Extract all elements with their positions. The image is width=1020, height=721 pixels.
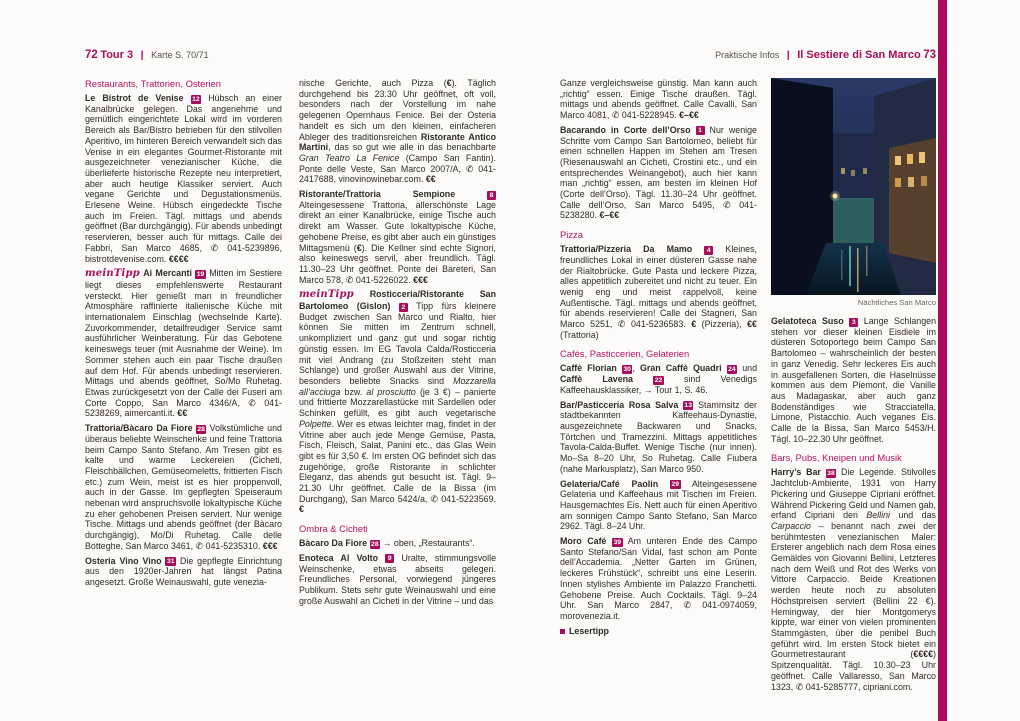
- body-text: , das so gut wie alle in das benachbarte: [328, 142, 496, 153]
- venue-name: €–€€: [679, 110, 699, 121]
- venue-name: €: [446, 78, 452, 88]
- body-text: ) Spitzenqualität. Tägl. 10.30–23 Uhr geöffnet. Calle Vallaresso, San Marco 1323,: [771, 649, 936, 692]
- text-column-2: [299, 78, 496, 704]
- guide-entry: [560, 78, 757, 121]
- map-number-badge: 28: [371, 540, 379, 548]
- body-text: – benannt nach zwei der berühmtesten venezianischen Maler: Ersterer angeblich nach dem Rosa eines Gemäldes von Giovanni Bellini, Letzteres nach dem Weiß und Rot des Werks von Vittore Carpaccio. Beide Kreationen werden heute noch zu absoluten Höchstpreisen serviert (Bellini 22 €). Hemingway, der hier Montgomerys kippte, war einer von vielen prominenten Stammgästen, über die penibel Buch geführt wird. Im ersten Stock bietet ein Gourmetrestaurant (: [771, 520, 936, 660]
- body-text: Nur wenige Schritte vom Campo San Bartolomeo, beliebt für einen schnellen Happen im Stehen am Tresen (Riesenauswahl an Cicheti, Crostini etc., und ein entsprechendes Weinangebot), auch hier kann man „richtig“ essen, am besten im kleinen Hof (Corte dell’Orso). Tägl. 11.30–24 Uhr geöffnet. Calle dell’Orso, San Marco 5495,: [560, 124, 757, 210]
- guide-entry: [560, 479, 757, 533]
- outer-column: [771, 78, 936, 704]
- header-separator-icon: |: [786, 49, 790, 61]
- venue-name: Harry’s Bar: [771, 467, 826, 478]
- guide-entry: [85, 93, 282, 264]
- venue-name: Ristorante/Trattoria Sempione: [299, 189, 487, 200]
- body-text: (Campo San Fantin). Ponte delle Veste, San Marco 2007/A,: [299, 152, 496, 174]
- map-number-badge: 4: [704, 246, 713, 255]
- venue-name: Lesertipp: [569, 625, 609, 636]
- guide-entry: [85, 423, 282, 551]
- body-text: 041-5236583.: [625, 319, 692, 330]
- map-number-badge: 8: [487, 191, 496, 200]
- guide-entry: [560, 363, 757, 395]
- text-column-3: [560, 78, 757, 704]
- body-text: (Trattoria): [560, 329, 599, 340]
- body-text: Alteingesessene Trattoria, allerschönste Lage direkt an einer Kanalbrücke, einige Tische auch direkt am Wasser. Gute lokaltypische Küche, gehobene Preise, es gibt aber auch ein günstiges Mittagsmenü (: [299, 199, 496, 253]
- map-number-badge: 22: [654, 376, 663, 384]
- map-number-badge: 29: [671, 481, 680, 488]
- body-text: Bellini: [866, 510, 891, 521]
- body-text: Ganze vergleichsweise günstig. Man kann auch „richtig“ essen. Einige Tische draußen. Tägl. mittags und abends geöffnet. Calle Cavalli, San Marco 4081,: [560, 78, 757, 121]
- venue-name: Le Bistrot de Venise: [85, 93, 191, 103]
- phone-icon: ✆: [345, 274, 354, 285]
- body-text: Mozzarella all’acciuga: [299, 375, 496, 397]
- body-text: sind Venedigs Kaffeehausklassiker, → Tour 1, S. 46.: [560, 374, 757, 395]
- header-separator-icon: |: [140, 49, 144, 61]
- body-text: Tipp fürs kleinere Budget zwischen San Marco und Rialto, hier können Sie mitten im Zentrum schnell, unkompliziert und ganz gut und sogar richtig günstig essen. Im EG Tavola Calda/Rosticceria mit viel Andrang (zu Stoßzeiten steht man Schlange) und großer Auswahl aus der Vitrine, besonders beliebte Snacks sind: [299, 301, 496, 386]
- venue-name: Caffè Lavena: [560, 374, 654, 385]
- venue-name: Moro Café: [560, 536, 613, 547]
- section-heading: Ombra & Cicheti: [299, 523, 368, 535]
- guide-entry: [85, 556, 282, 588]
- venue-name: Ai Mercanti: [143, 268, 196, 279]
- guide-entry: [560, 400, 757, 475]
- guide-entry: [771, 467, 936, 692]
- body-text: 041-5285777, cipriani.com.: [803, 681, 913, 692]
- page-header-left: [85, 49, 209, 61]
- guide-entry: [560, 125, 757, 221]
- venue-name: €: [691, 319, 697, 330]
- section-heading: Bars, Pubs, Kneipen und Musik: [771, 452, 902, 464]
- body-text: Volkstümliche und überaus beliebte Weinschenke und feine Trattoria beim Campo Santo Stefano. Am Tresen gibt es kalte und warme Leckereien (Cicheti, Fleischbällchen, Gemüseomeletts, frittierten Fisch etc.) zum Wein, meist ist es hier proppenvoll, auch in der Gasse. Im gepflegten Speiseraum nebenan wird anspruchsvolle lokaltypische Küche zu eher gehobenen Preisen serviert. Nur wenige Tische. Mittags und abends geöffnet (der Bàcaro durchgängig), Mo/Di Ruhetag. Calle delle Botteghe, San Marco 3461,: [85, 423, 282, 551]
- body-text: . Wer es etwas leichter mag, findet in der Vitrine aber auch jede Menge Gemüse, Pasta, Fisch, Fleisch, Salat, Panini etc., das Glas Wein gibt es für 3,50 €. Im ersten OG befindet sich das zugehörige, große Ristorante in schlichter Eleganz, das abends gut besucht ist. Tägl. 9–21.30 Uhr geöffnet. Calle de la Bissa (im Durchgang), San Marco 5424/a,: [299, 418, 496, 504]
- phone-icon: ✆: [248, 397, 256, 408]
- map-number-badge: 9: [385, 554, 394, 563]
- venue-name: €€: [425, 174, 436, 185]
- guide-entry: [560, 626, 757, 637]
- venue-name: Trattoria/Pizzeria Da Mamo: [560, 244, 705, 255]
- guide-entry: [299, 538, 496, 549]
- text-column-4: [771, 316, 936, 692]
- map-number-badge: 13: [684, 402, 692, 410]
- section-heading: Pizza: [560, 229, 583, 241]
- map-number-badge: 30: [623, 365, 631, 373]
- guide-entry: [299, 78, 496, 185]
- body-text: ). Täglich durchgehend bis 23.30 Uhr geöffnet, oft voll, besonders nach der Vorstellung im nahe gelegenen Opernhaus Fenice. Bei der Osteria handelt es sich um den kleinen, einfacheren Ableger des traditionsreichen: [299, 78, 496, 142]
- venue-name: Rosticceria/Ristorante San Bartolomeo (Gislon): [299, 289, 496, 312]
- venue-name: €€€€: [913, 649, 934, 660]
- map-number-badge: 3: [849, 318, 858, 327]
- text-column-1: [85, 78, 282, 704]
- venue-name: €: [299, 504, 304, 515]
- map-reference: Karte S. 70/71: [151, 50, 209, 60]
- guide-entry: [85, 268, 282, 419]
- phone-icon: ✆: [617, 319, 626, 330]
- venue-name: €€: [747, 319, 757, 330]
- phone-icon: ✆: [465, 163, 474, 174]
- body-text: 041-5228945.: [619, 110, 680, 121]
- body-text: Uralte, stimmungsvolle Weinschenke, etwas abseits gelegen. Freundliches Personal, vorwiegend jüngeres Publikum. Stets sehr gute Weinauswahl und eine große Auswahl an Cicheti in der Vitrine – und das: [299, 552, 496, 606]
- venue-name: Caffè Florian: [560, 363, 622, 374]
- venice-canal-night-photo: [771, 78, 936, 295]
- phone-icon: ✆: [210, 242, 219, 253]
- map-number-badge: 38: [827, 469, 835, 477]
- body-text: 041-5238280.: [560, 199, 757, 221]
- body-text: Kleines, freundliches Lokal in einer düsteren Gasse nahe der Rialtobrücke. Gute Pasta und leckere Pizza, alles appetitlich zubereitet und nicht zu teuer. Ein wenig eng und meist rappelvoll, keine Außentische. Tägl. mittags und abends geöffnet, für abends reservieren! Calle dei Stagneri, San Marco 5251,: [560, 244, 757, 330]
- body-text: Gran Teatro La Fenice: [299, 152, 400, 163]
- map-number-badge: 2: [399, 303, 408, 312]
- body-text: Die gepflegte Einrichtung aus den 1920er-Jahren hat längst Patina angesetzt. Große Weinauswahl, gute venezia-: [85, 555, 282, 587]
- venue-name: €€€: [262, 540, 278, 551]
- body-text: Die Legende. Stilvolles Jachtclub-Ambiente, 1931 von Harry Pickering und Giuseppe Cipriani eröffnet. Während Pickering Geld und Namen gab, erfand Cipriani den: [771, 467, 936, 521]
- body-text: 041-5235310.: [203, 540, 263, 551]
- body-text: Mitten im Sestiere liegt dieses empfehlenswerte Restaurant versteckt. Hier genießt man in freundlicher Atmosphäre raffinierte italienische Küche mit internationalem Einschlag (wechselnde Karte). Zuvorkommender, detailfreudiger Service samt ausführlicher Weinberatung. Für das Gebotene keineswegs teuer (mit Ausnahme der Weine). Im Sommer stehen auch ein paar Tische draußen auf dem Hof. Für abends unbedingt reservieren. Mittags und abends geöffnet, So/Mo Ruhetag. Etwas zurückgesetzt von der Calle dei Fuseri am Corte Coppo, San Marco 4346/A,: [85, 268, 282, 408]
- guide-entry: [560, 244, 757, 340]
- venue-name: Trattoria/Bàcaro Da Fiore: [85, 423, 196, 434]
- venue-name: €€€€: [168, 253, 189, 264]
- phone-icon: ✆: [195, 540, 204, 551]
- body-text: nische Gerichte, auch Pizza (: [299, 78, 447, 88]
- body-text: al prosciutto: [366, 386, 416, 397]
- venue-name: €–€€: [599, 210, 620, 221]
- phone-icon: ✆: [611, 110, 620, 121]
- body-text: [354, 289, 370, 299]
- map-number-badge: 12: [192, 95, 200, 103]
- guide-entry: [299, 553, 496, 607]
- body-text: Stammsitz der stadtbekannten Kaffeehaus-Dynastie, ausgezeichnete Backwaren und Snacks, Törtchen und Tramezzini. Mittags appetitliches Tavola-Calda-Buffet. Wenige Tische (nur innen). Mo–Sa 8–20 Uhr, So Ruhetag. Calle Fiubera (nahe Markusplatz), San Marco 950.: [560, 399, 757, 474]
- mein-tipp-label: meinTipp: [299, 289, 354, 301]
- photo-caption: Nächtliches San Marco: [857, 298, 936, 307]
- page-number-left: 72: [85, 49, 98, 61]
- page-number-right: 73: [923, 49, 936, 61]
- lesertipp-square-icon: [560, 629, 565, 634]
- venue-name: Bar/Pasticceria Rosa Salva: [560, 399, 683, 410]
- body-text: und das: [890, 510, 936, 521]
- page-header-right: [715, 49, 936, 61]
- map-number-badge: 31: [166, 558, 175, 566]
- phone-icon: ✆: [795, 681, 804, 692]
- body-text: 041-5239896, bistrotdevenise.com.: [85, 242, 282, 264]
- page-edge-tab: [938, 0, 947, 721]
- body-text: Alteingesessene Gelateria und Kaffeehaus mit Tischen im Freien. Hausgemachtes Eis. Nett auch für einen Aperitivo am sonnigen Campo Santo Stefano, San Marco 2962. Tägl. 8–24 Uhr.: [560, 478, 757, 532]
- body-text: 041-0974059, morovenezia.it.: [560, 600, 757, 621]
- section-heading: Restaurants, Trattorien, Osterien: [85, 78, 221, 89]
- map-number-badge: 19: [196, 270, 205, 278]
- venue-name: Bacarando in Corte dell’Orso: [560, 124, 696, 135]
- body-text: Hübsch an einer Kanalbrücke gelegen. Das angenehme und gemütlich eingerichtete Lokal wird im vorderen Bereich als Bar/Bistro betrieben für den stilvollen Aperitivo, im hinteren Bereich verwandelt sich das Venise in ein elegantes Gourmet-Ristorante mit ausgezeichneter venezianischer Küche, die überlieferte historische Rezepte neu interpretiert, aber auch heutige Klassiker serviert. Auch vegane Gerichte und Degustationsmenüs. Erlesene Weine. Hübsch eingedeckte Tische auch im Freien. Tägl. mittags und abends geöffnet (Bar durchgängig). Für abends unbedingt reservieren, besser auch für mittags. Calle dei Fabbri, San Marco 4685,: [85, 93, 282, 253]
- body-text: Lange Schlangen stehen vor dieser kleinen Eisdiele im düsteren Sotoportego beim Campo San Bartolomeo – wahrscheinlich der besten in ganz Venedig. Sehr leckeres Eis auch in ausgefallenen Sorten, die Haselnüsse kommen aus dem Piemont, die Vanille aus Madagaskar, aber auch ganz Bodenständiges wie Stracciatella, Limone, Pistacchio. Auch veganes Eis. Calle de la Bissa, San Marco 5453/H. Tägl. 10–22.30 Uhr geöffnet.: [771, 316, 936, 444]
- body-text: 041-5223569.: [438, 493, 496, 504]
- body-text: ,: [632, 363, 640, 374]
- phone-icon: ✆: [683, 600, 692, 611]
- guide-entry: [299, 289, 496, 515]
- phone-icon: ✆: [723, 199, 731, 210]
- body-text: (je 3 €) – panierte und frittierte Mozzarellastücke mit Sardellen oder Schinken gefüllt, es gibt auch vegetarische: [299, 386, 496, 419]
- map-number-badge: 39: [613, 538, 622, 546]
- mein-tipp-label: meinTipp: [85, 268, 140, 280]
- venue-name: Enoteca Al Volto: [299, 552, 386, 563]
- body-text: 041-5238269, aimercanti.it.: [85, 397, 282, 419]
- map-number-badge: 28: [197, 425, 205, 433]
- guide-entry: [560, 536, 757, 622]
- body-text: → oben, „Restaurants“.: [380, 538, 475, 549]
- body-text: ). Die Kellner sind echte Signori, also keineswegs servil, aber freundlich. Tägl. 11.30–23 Uhr geöffnet. Ponte dei Bareteri, San Marco 578,: [299, 242, 496, 285]
- section-heading: Cafés, Pasticcerien, Gelaterien: [560, 348, 690, 360]
- venue-name: Bàcaro Da Fiore: [299, 538, 370, 549]
- venue-name: €€: [177, 408, 188, 419]
- venue-name: Ristorante Antico Martini: [299, 131, 496, 153]
- venue-name: Gelateria/Café Paolin: [560, 478, 670, 489]
- venue-name: Osteria Vino Vino: [85, 555, 166, 566]
- map-number-badge: 1: [696, 126, 705, 135]
- phone-icon: ✆: [430, 493, 439, 504]
- venue-name: Gelatoteca Suso: [771, 316, 850, 326]
- tour-title: Tour 3: [100, 49, 134, 61]
- venue-name: €€€: [413, 274, 428, 285]
- section-label: Praktische Infos: [715, 50, 780, 60]
- body-text: Carpaccio: [771, 520, 811, 531]
- guide-entry: [299, 189, 496, 285]
- venue-name: Gran Caffè Quadri: [639, 363, 727, 374]
- body-text: Am unteren Ende des Campo Santo Stefano/San Vidal, fast schon am Ponte dell’Accademia. „Netter Garten im Grünen, leckeres Frühstück“, schreibt uns eine Leserin. Innen stylishes Ambiente im Palazzo Franchetti. Gehobene Preise. Auch Cocktails. Tägl. 9–24 Uhr. San Marco 2847,: [560, 536, 757, 611]
- body-text: und: [737, 363, 757, 374]
- body-text: bzw.: [340, 386, 367, 397]
- body-text: 041-2417688, vinovinowinebar.com.: [299, 163, 496, 185]
- body-text: Polpette: [299, 418, 332, 429]
- body-text: 041-5226022.: [353, 274, 414, 285]
- venue-name: €: [356, 242, 362, 253]
- body-text: (Pizzeria),: [696, 319, 748, 330]
- map-number-badge: 24: [728, 365, 736, 373]
- guide-entry: [771, 316, 936, 444]
- chapter-title: Il Sestiere di San Marco: [797, 49, 921, 61]
